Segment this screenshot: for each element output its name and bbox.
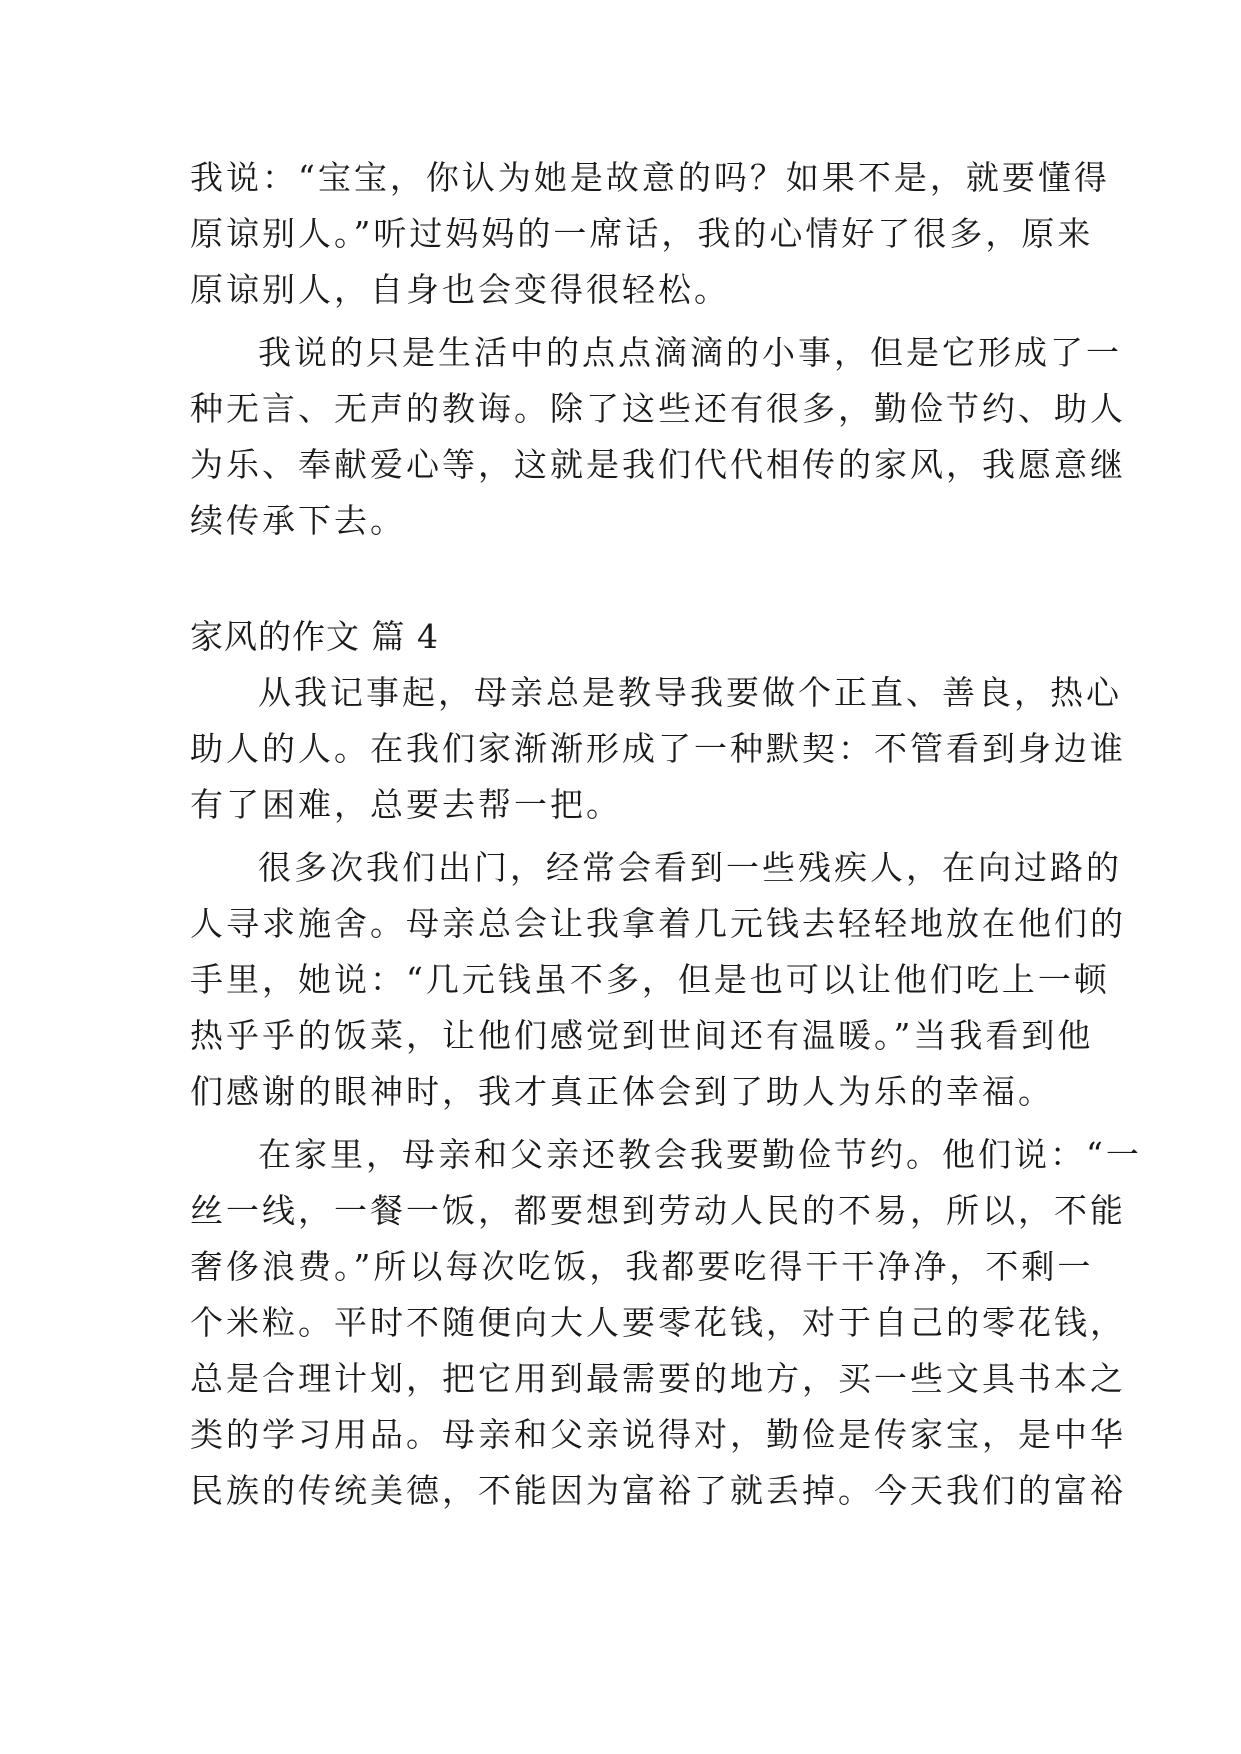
text-line: 个米粒。平时不随便向大人要零花钱，对于自己的零花钱， [190, 1303, 1126, 1342]
paragraph [190, 325, 1126, 549]
paragraph [190, 150, 1110, 318]
document-page [190, 150, 1142, 1519]
paragraph [190, 1127, 1142, 1519]
paragraph [190, 840, 1126, 1120]
paragraph [190, 665, 1126, 833]
text-line: 原谅别人，自身也会变得很轻松。 [190, 270, 730, 309]
text-line: 类的学习用品。母亲和父亲说得对，勤俭是传家宝，是中华 [190, 1415, 1126, 1454]
text-line: 热乎乎的饭菜，让他们感觉到世间还有温暖。”当我看到他 [190, 1016, 1094, 1055]
text-line: 有了困难，总要去帮一把。 [190, 785, 622, 824]
text-line: 在家里，母亲和父亲还教会我要勤俭节约。他们说：“一 [258, 1135, 1142, 1174]
text-line: 民族的传统美德，不能因为富裕了就丢掉。今天我们的富裕 [190, 1471, 1126, 1510]
text-line: 丝一线，一餐一饭，都要想到劳动人民的不易，所以，不能 [190, 1191, 1126, 1230]
text-line: 我说的只是生活中的点点滴滴的小事，但是它形成了一 [258, 333, 1122, 372]
text-line: 们感谢的眼神时，我才真正体会到了助人为乐的幸福。 [190, 1072, 1054, 1111]
text-line: 人寻求施舍。母亲总会让我拿着几元钱去轻轻地放在他们的 [190, 904, 1126, 943]
text-line: 为乐、奉献爱心等，这就是我们代代相传的家风，我愿意继 [190, 445, 1126, 484]
text-line: 总是合理计划，把它用到最需要的地方，买一些文具书本之 [190, 1359, 1126, 1398]
text-line: 我说：“宝宝，你认为她是故意的吗？如果不是，就要懂得 [190, 158, 1110, 197]
text-line: 助人的人。在我们家渐渐形成了一种默契：不管看到身边谁 [190, 729, 1126, 768]
text-line: 续传承下去。 [190, 501, 406, 540]
section-heading: 家风的作文 篇 4 [190, 617, 439, 656]
text-line: 种无言、无声的教诲。除了这些还有很多，勤俭节约、助人 [190, 389, 1126, 428]
text-line: 奢侈浪费。”所以每次吃饭，我都要吃得干干净净，不剩一 [190, 1247, 1094, 1286]
text-line: 原谅别人。”听过妈妈的一席话，我的心情好了很多，原来 [190, 214, 1094, 253]
text-line: 手里，她说：“几元钱虽不多，但是也可以让他们吃上一顿 [190, 960, 1110, 999]
text-line: 很多次我们出门，经常会看到一些残疾人，在向过路的 [258, 848, 1122, 887]
text-line: 从我记事起，母亲总是教导我要做个正直、善良，热心 [258, 673, 1122, 712]
